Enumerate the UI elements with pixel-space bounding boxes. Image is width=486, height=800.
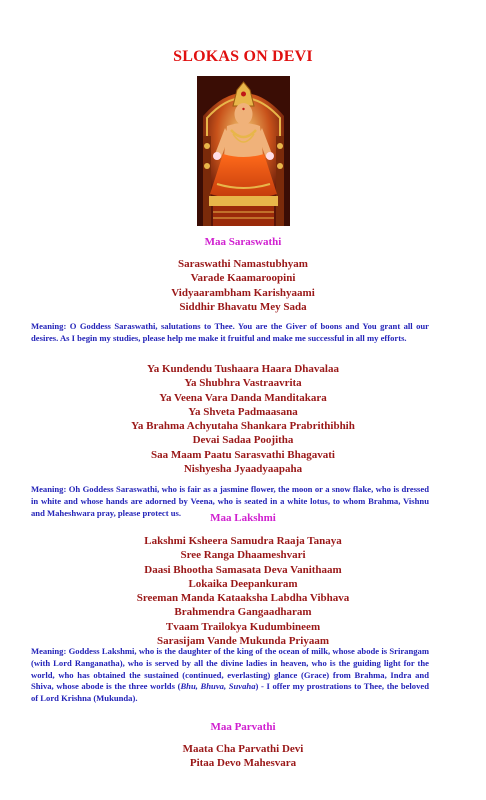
sloka-line: Ya Shveta Padmaasana (188, 405, 298, 418)
section-heading-lakshmi: Maa Lakshmi (210, 512, 276, 524)
sloka-lakshmi (0, 534, 486, 648)
meaning-italic-text: Bhu, Bhuva, Suvaha (180, 681, 256, 692)
sloka-line: Sree Ranga Dhaameshvari (180, 549, 306, 562)
page-title: SLOKAS ON DEVI (173, 48, 313, 65)
sloka-line: Saraswathi Namastubhyam (178, 258, 308, 270)
sloka-line: Ya Shubhra Vastraavrita (184, 377, 302, 390)
sloka-line: Saa Maam Paatu Sarasvathi Bhagavati (151, 448, 335, 461)
goddess-image (197, 76, 290, 226)
sloka-line: Brahmendra Gangaadharam (174, 606, 312, 619)
sloka-line: Devai Sadaa Poojitha (192, 434, 294, 447)
sloka-line: Sarasijam Vande Mukunda Priyaam (156, 635, 330, 648)
sloka-line: Varade Kaamaroopini (190, 272, 296, 285)
section-heading-parvathi: Maa Parvathi (210, 721, 276, 733)
sloka-line: Lokaika Deepankuram (188, 577, 298, 590)
sloka-line: Daasi Bhootha Samasata Deva Vanithaam (144, 563, 342, 576)
meaning-text: Meaning: Goddess Lakshmi, who is the daughter of the king of the ocean of milk, whose abode is Srirangam (with Lord Ranganatha), who is served by all the divine ladies in heaven, who is the guiding light for the world, who has obtained the sustained (continued, everlasting) glance (Grace) from Brahma, Indra and Shiva, whose abode is the three worlds ( (31, 646, 429, 692)
sloka-parvathi (0, 742, 486, 771)
sloka-line: Sreeman Manda Kataaksha Labdha Vibhava (136, 592, 350, 605)
meaning-lakshmi (31, 646, 429, 705)
meaning-text: ) - I offer my prostrations to Thee, the beloved of Lord Krishna (Mukunda). (31, 681, 429, 704)
sloka-line: Maata Cha Parvathi Devi (182, 743, 304, 755)
sloka-line: Pitaa Devo Mahesvara (189, 757, 297, 770)
sloka-line: Siddhir Bhavatu Mey Sada (179, 300, 307, 313)
meaning-saraswathi-2: Meaning: Oh Goddess Saraswathi, who is fair as a jasmine flower, the moon or a snow flake, who is dressed in white and whose hands are adorned by Veena, who is seated in a white lotus, to whom Brahma, Vishnu and Maheshwara pray, please protect us. (31, 484, 429, 518)
section-heading-saraswathi: Maa Saraswathi (204, 236, 282, 248)
sloka-line: Lakshmi Ksheera Samudra Raaja Tanaya (144, 535, 342, 547)
sloka-line: Nishyesha Jyaadyaapaha (183, 463, 303, 476)
sloka-line: Ya Veena Vara Danda Manditakara (159, 391, 327, 404)
sloka-line: Ya Brahma Achyutaha Shankara Prabrithibhih (131, 420, 355, 433)
sloka-line: Tvaam Trailokya Kudumbineem (165, 620, 321, 633)
sloka-saraswathi-1 (0, 257, 486, 314)
sloka-line: Vidyaarambham Karishyaami (171, 286, 315, 299)
sloka-saraswathi-2 (0, 362, 486, 476)
meaning-saraswathi-1: Meaning: O Goddess Saraswathi, salutations to Thee. You are the Giver of boons and You grant all our desires. As I begin my studies, please help me make it fruitful and make me successful in all my efforts. (31, 321, 429, 343)
sloka-line: Ya Kundendu Tushaara Haara Dhavalaa (147, 363, 339, 375)
